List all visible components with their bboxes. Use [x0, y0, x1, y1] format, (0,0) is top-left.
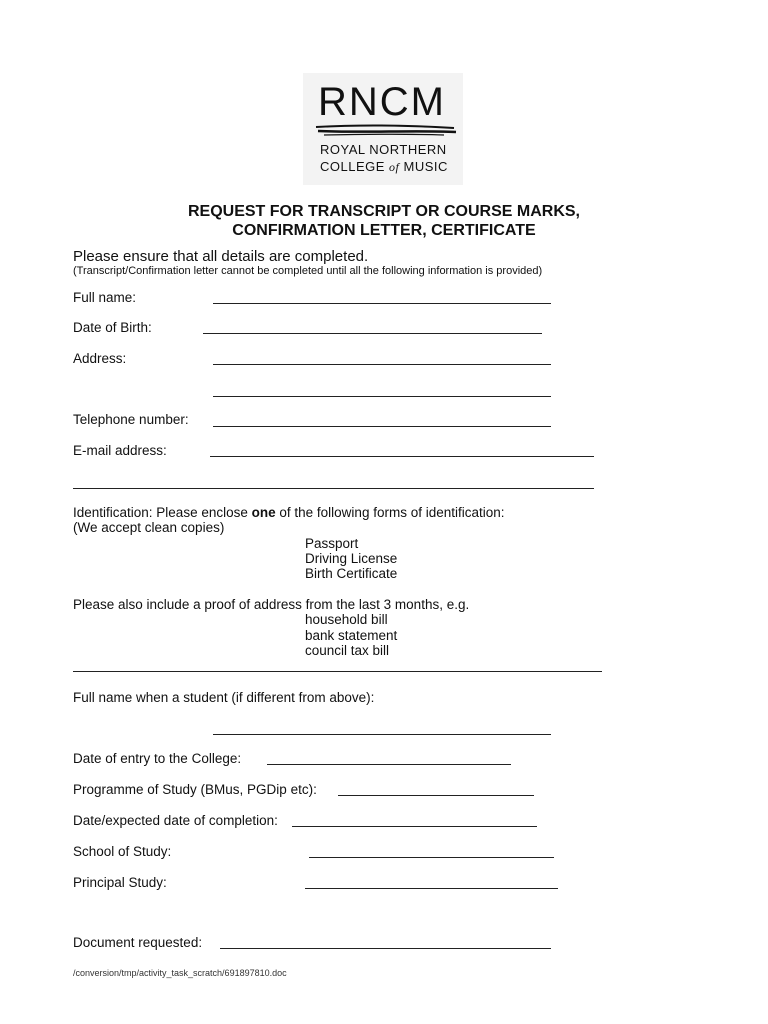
date-of-entry-label: Date of entry to the College: — [73, 751, 242, 766]
instructions: Please ensure that all details are completed. — [73, 248, 369, 265]
logo-abbreviation: RNCM — [318, 80, 446, 124]
proof-option-council-tax-bill: council tax bill — [305, 643, 390, 658]
form-title-line1: REQUEST FOR TRANSCRIPT OR COURSE MARKS, — [187, 203, 580, 220]
address-label: Address: — [73, 351, 127, 366]
document-requested-label: Document requested: — [73, 935, 203, 950]
school-of-study-label: School of Study: — [73, 844, 172, 859]
telephone-field[interactable] — [213, 426, 551, 427]
telephone-label: Telephone number: — [73, 412, 189, 427]
dob-label: Date of Birth: — [73, 320, 152, 335]
instructions-note: (Transcript/Confirmation letter cannot be completed until all the following information is provided) — [73, 265, 543, 277]
date-of-entry-field[interactable] — [267, 764, 511, 765]
id-option-driving-license: Driving License — [305, 551, 398, 566]
school-of-study-field[interactable] — [309, 857, 554, 858]
email-field[interactable] — [210, 456, 594, 457]
completion-date-field[interactable] — [292, 826, 537, 827]
proof-option-bank-statement: bank statement — [305, 628, 398, 643]
programme-label: Programme of Study (BMus, PGDip etc): — [73, 782, 317, 797]
address-field-line2[interactable] — [213, 396, 551, 397]
address-field-line1[interactable] — [213, 364, 551, 365]
proof-of-address-text: Please also include a proof of address from the last 3 months, e.g. — [73, 597, 470, 612]
identification-text: Identification: Please enclose one of the following forms of identification: — [73, 505, 505, 520]
name-as-student-field[interactable] — [213, 734, 551, 735]
name-as-student-label: Full name when a student (if different from above): — [73, 690, 375, 705]
completion-date-label: Date/expected date of completion: — [73, 813, 278, 828]
email-field-continued[interactable] — [73, 488, 594, 489]
file-path-footer: /conversion/tmp/activity_task_scratch/691897810.doc — [73, 968, 287, 978]
programme-field[interactable] — [338, 795, 534, 796]
id-option-birth-certificate: Birth Certificate — [305, 566, 398, 581]
logo-swoosh-icon — [314, 122, 458, 138]
logo-text-line2: COLLEGE of MUSIC — [320, 159, 448, 174]
principal-study-label: Principal Study: — [73, 875, 167, 890]
full-name-field[interactable] — [213, 303, 551, 304]
form-title-line2: CONFIRMATION LETTER, CERTIFICATE — [232, 222, 536, 239]
proof-field[interactable] — [73, 671, 602, 672]
logo-text-line1: ROYAL NORTHERN — [320, 142, 447, 157]
full-name-label: Full name: — [73, 290, 137, 305]
proof-option-household-bill: household bill — [305, 612, 388, 627]
email-label: E-mail address: — [73, 443, 167, 458]
principal-study-field[interactable] — [305, 888, 558, 889]
dob-field[interactable] — [203, 333, 542, 334]
document-requested-field[interactable] — [220, 948, 551, 949]
id-option-passport: Passport — [305, 536, 359, 551]
identification-note: (We accept clean copies) — [73, 520, 225, 535]
